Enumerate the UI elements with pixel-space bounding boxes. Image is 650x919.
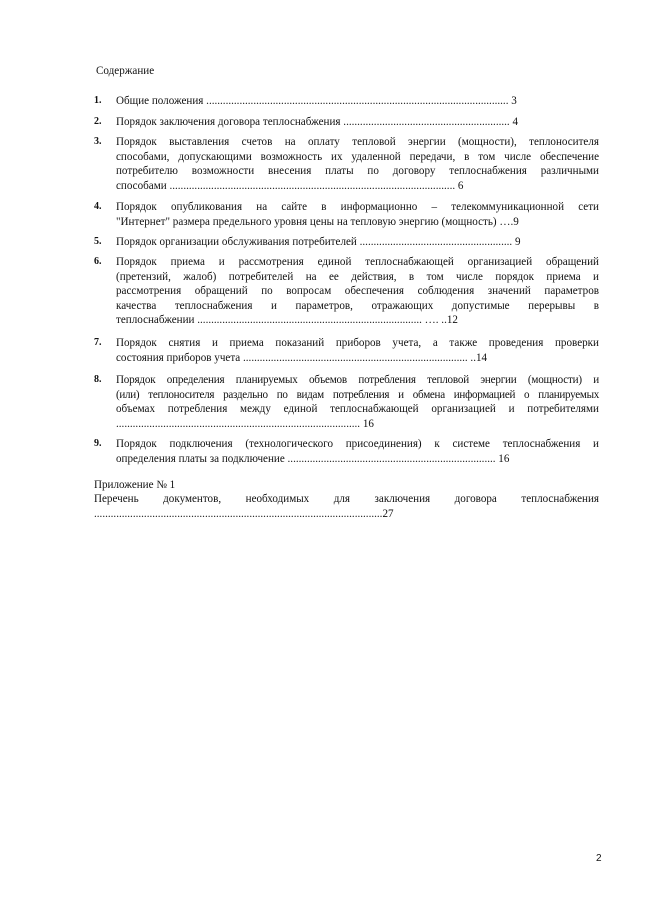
toc-item-line: Порядок подключения (технологического присоединения) к системе теплоснабжения и: [116, 438, 599, 450]
toc-item-line: рассмотрения обращений по вопросам обеспечения соблюдения значений параметров: [116, 285, 599, 298]
toc-item-line: Порядок приема и рассмотрения единой теплоснабжающей организацией обращений: [116, 256, 599, 268]
appendix-line: Перечень документов, необходимых для заключения договора теплоснабжения: [94, 493, 599, 505]
toc-item-6[interactable]: [94, 255, 599, 328]
toc-item-line: Порядок заключения договора теплоснабжения ............................................................ 4: [116, 116, 519, 128]
toc-item-number: 9.: [94, 438, 102, 449]
toc-item-number: 8.: [94, 374, 102, 385]
toc-item-line: определения платы за подключение ........................................................................... 16: [116, 452, 510, 465]
toc-item-line: теплоснабжении ................................................................................. …. ..12: [116, 314, 458, 327]
toc-item-line: Порядок определения планируемых объемов потребления тепловой энергии (мощности) и: [116, 374, 599, 386]
toc-item-line: Порядок выставления счетов на оплату тепловой энергии (мощности), теплоносителя: [116, 136, 599, 148]
toc-item-line: Порядок организации обслуживания потребителей ....................................................... 9: [116, 236, 521, 248]
toc-item-number: 2.: [94, 116, 102, 127]
toc-item-line: состояния приборов учета ................................................................................. ..14: [116, 351, 488, 364]
toc-item-number: 7.: [94, 337, 102, 348]
toc-item-line: объемах потребления между единой теплоснабжающей организацией и потребителями: [116, 403, 599, 416]
toc-item-2[interactable]: [94, 115, 599, 130]
toc-appendix-entry[interactable]: [94, 492, 599, 521]
toc-item-7[interactable]: [94, 336, 599, 365]
toc-item-number: 6.: [94, 256, 102, 267]
appendix-line: ........................................................................................................27: [94, 507, 394, 520]
toc-item-number: 5.: [94, 236, 102, 247]
toc-item-4[interactable]: [94, 200, 599, 229]
toc-item-line: Порядок снятия и приема показаний приборов учета, а также проведения проверки: [116, 337, 599, 349]
toc-item-1[interactable]: [94, 94, 599, 109]
toc-item-5[interactable]: [94, 235, 599, 250]
toc-title: Содержание: [96, 65, 155, 77]
toc-item-line: "Интернет" размера предельного уровня цены на тепловую энергию (мощность) ….9: [116, 215, 519, 228]
page-number: 2: [596, 853, 602, 864]
toc-item-number: 1.: [94, 95, 102, 106]
toc-item-9[interactable]: [94, 437, 599, 466]
toc-item-line: качества теплоснабжения и параметров, отражающих допустимые перерывы в: [116, 299, 599, 312]
toc-item-line: Общие положения ............................................................................................................. 3: [116, 95, 517, 107]
toc-item-number: 4.: [94, 201, 102, 212]
toc-item-line: способами, допускающими возможность их удаленной передачи, в том числе обеспечение: [116, 150, 599, 163]
toc-item-8[interactable]: [94, 373, 599, 431]
toc-item-line: Порядок опубликования на сайте в информационно – телекоммуникационной сети: [116, 201, 599, 213]
toc-item-line: (претензий, жалоб) потребителей на ее действия, в том числе порядок приема и: [116, 270, 599, 283]
toc-item-line: (или) теплоносителя раздельно по видам потребления и обмена информацией о планируемых: [116, 388, 599, 401]
toc-item-3[interactable]: [94, 135, 599, 193]
toc-item-number: 3.: [94, 136, 102, 147]
toc-item-line: потребителю возможности внесения платы по договору теплоснабжения различными: [116, 165, 599, 178]
toc-item-line: способами ....................................................................................................... 6: [116, 179, 464, 192]
toc-item-line: ........................................................................................ 16: [116, 417, 374, 430]
appendix-title: Приложение № 1: [94, 479, 176, 491]
